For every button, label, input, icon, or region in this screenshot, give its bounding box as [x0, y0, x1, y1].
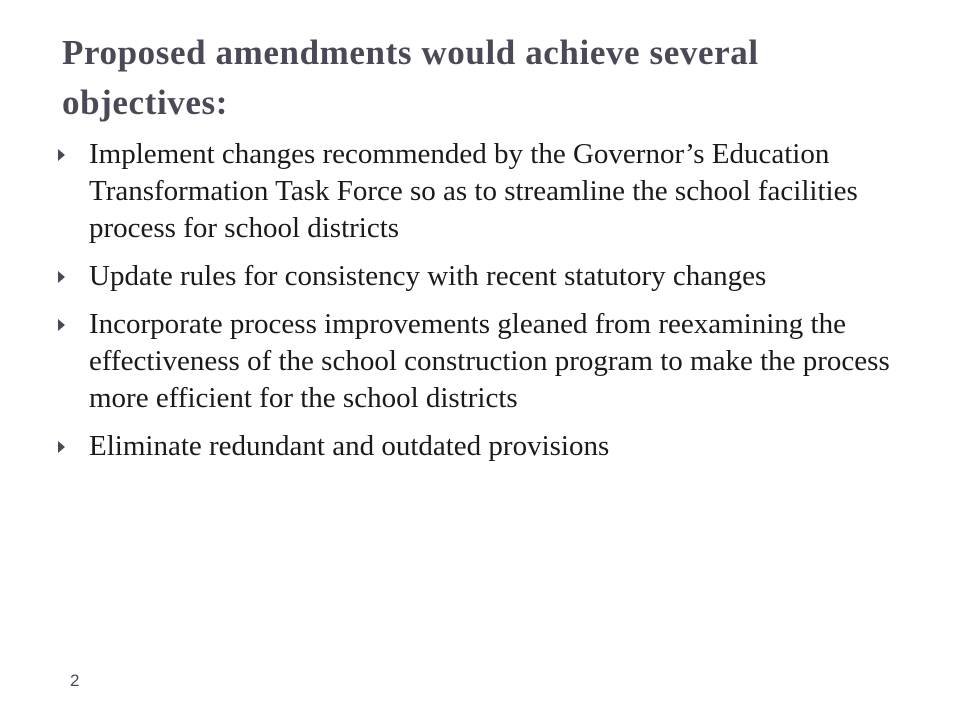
triangle-right-icon	[58, 149, 65, 161]
triangle-right-icon	[58, 441, 65, 453]
triangle-right-icon	[58, 271, 65, 283]
bullet-item	[58, 306, 908, 417]
bullet-text: Update rules for consistency with recent statutory changes	[89, 260, 767, 292]
triangle-right-icon	[58, 319, 65, 331]
bullet-list	[58, 136, 908, 476]
bullet-item	[58, 258, 908, 295]
bullet-text: Implement changes recommended by the Governor’s Education Transformation Task Force so as to streamline the school facilities process for school districts	[89, 138, 858, 244]
page-number: 2	[70, 671, 80, 690]
bullet-text: Incorporate process improvements gleaned from reexamining the effectiveness of the school construction program to make the process more efficient for the school districts	[89, 308, 890, 414]
bullet-text: Eliminate redundant and outdated provisions	[89, 430, 610, 462]
bullet-item	[58, 428, 908, 465]
bullet-item	[58, 136, 908, 247]
slide-title: Proposed amendments would achieve several objectives:	[62, 33, 759, 122]
